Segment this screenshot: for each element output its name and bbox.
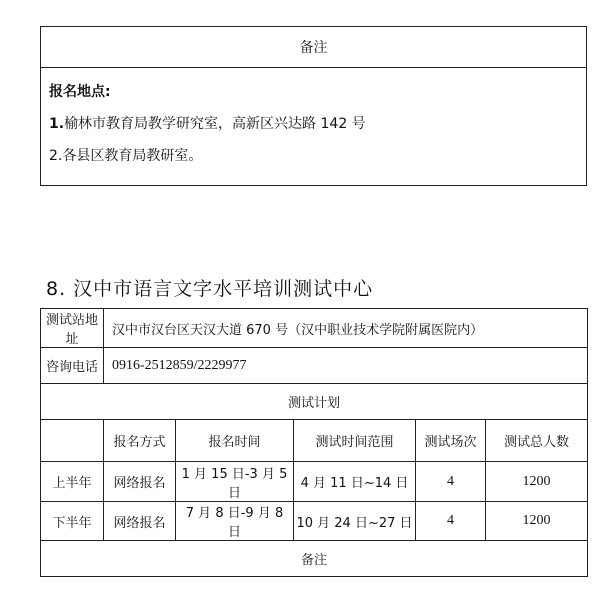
col-header-reg-time: 报名时间 [176,420,294,462]
location-item-1-text: 榆林市教育局教学研究室，高新区兴达路 142 号 [64,116,366,132]
col-header-total: 测试总人数 [486,420,588,462]
registration-notes-box [40,26,587,186]
plan-title: 测试计划 [41,384,588,420]
section-heading: 8. 汉中市语言文字水平培训测试中心 [46,278,374,300]
notes-body [41,68,586,184]
plan-title-row [41,384,588,420]
sessions-cell: 4 [416,462,486,502]
address-label: 测试站地址 [41,309,104,348]
plan-footer-row [41,541,588,577]
col-header-sessions: 测试场次 [416,420,486,462]
period-cell: 上半年 [41,462,104,502]
period-cell: 下半年 [41,502,104,541]
notes-header: 备注 [41,27,586,68]
reg-time-cell: 7 月 8 日-9 月 8 日 [176,502,294,541]
location-item-1 [49,114,578,134]
col-header-method: 报名方式 [104,420,176,462]
table-row [41,502,588,541]
phone-row [41,348,588,384]
phone-label: 咨询电话 [41,348,104,384]
total-cell: 1200 [486,502,588,541]
method-cell: 网络报名 [104,462,176,502]
test-center-table [40,308,588,577]
col-header-test-range: 测试时间范围 [294,420,416,462]
test-range-cell: 4 月 11 日~14 日 [294,462,416,502]
phone-value: 0916-2512859/2229977 [104,348,588,384]
reg-time-cell: 1 月 15 日-3 月 5 日 [176,462,294,502]
location-item-2: 2.各县区教育局教研室。 [49,148,203,164]
location-item-1-number: 1. [49,116,65,132]
registration-location-title: 报名地点: [49,84,111,100]
total-cell: 1200 [486,462,588,502]
plan-notes-footer: 备注 [41,541,588,577]
col-header-period [41,420,104,462]
sessions-cell: 4 [416,502,486,541]
plan-header-row [41,420,588,462]
method-cell: 网络报名 [104,502,176,541]
table-row [41,462,588,502]
address-row [41,309,588,348]
test-range-cell: 10 月 24 日~27 日 [294,502,416,541]
address-value: 汉中市汉台区天汉大道 670 号（汉中职业技术学院附属医院内） [104,309,588,348]
